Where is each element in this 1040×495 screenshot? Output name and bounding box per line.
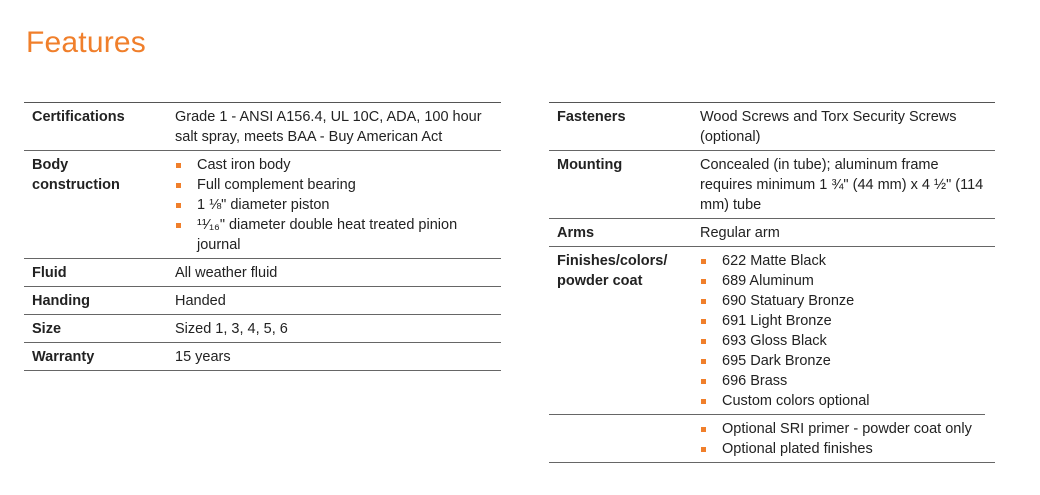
bullet-item: 693 Gloss Black: [700, 331, 985, 351]
feature-value: Wood Screws and Torx Security Screws (optional): [700, 109, 957, 145]
feature-label: Finishes/colors/ powder coat: [557, 253, 668, 289]
bullet-item: 695 Dark Bronze: [700, 351, 985, 371]
feature-value: Grade 1 - ANSI A156.4, UL 10C, ADA, 100 hour salt spray, meets BAA - Buy American Act: [175, 109, 482, 145]
bullet-item: 691 Light Bronze: [700, 311, 985, 331]
feature-value: [700, 251, 995, 459]
feature-row: [24, 151, 501, 259]
feature-value: [175, 155, 501, 255]
feature-row: [24, 315, 501, 343]
features-table-left: [24, 102, 501, 371]
feature-label: Warranty: [32, 349, 95, 365]
features-table-right: [549, 102, 995, 463]
bullet-item: Custom colors optional: [700, 391, 985, 411]
feature-label: Handing: [32, 293, 90, 309]
feature-row: [24, 259, 501, 287]
feature-value: Sized 1, 3, 4, 5, 6: [175, 321, 288, 337]
feature-row: [549, 219, 995, 247]
bullet-item: Full complement bearing: [175, 175, 491, 195]
feature-row: [24, 287, 501, 315]
feature-value: Regular arm: [700, 225, 780, 241]
page-title: Features: [26, 26, 146, 59]
feature-label: Fluid: [32, 265, 67, 281]
feature-label: Certifications: [32, 109, 125, 125]
feature-row: [24, 343, 501, 371]
bullet-item: 689 Aluminum: [700, 271, 985, 291]
bullet-item: 690 Statuary Bronze: [700, 291, 985, 311]
bullet-item: Optional plated finishes: [700, 439, 985, 459]
feature-label: Fasteners: [557, 109, 626, 125]
bullet-item: Cast iron body: [175, 155, 491, 175]
feature-label: Body construction: [32, 157, 120, 193]
bullet-item: 622 Matte Black: [700, 251, 985, 271]
feature-value: 15 years: [175, 349, 231, 365]
feature-value: Handed: [175, 293, 226, 309]
feature-label: Mounting: [557, 157, 623, 173]
feature-label: Size: [32, 321, 62, 337]
bullet-item: 696 Brass: [700, 371, 985, 391]
feature-row: [549, 247, 995, 463]
feature-label: Arms: [557, 225, 595, 241]
bullet-item: Optional SRI primer - powder coat only: [700, 419, 985, 439]
feature-row: [24, 103, 501, 151]
feature-value: Concealed (in tube); aluminum frame requires minimum 1 ¾" (44 mm) x 4 ½" (114 mm) tube: [700, 157, 984, 213]
feature-row: [549, 103, 995, 151]
feature-row: [549, 151, 995, 219]
bullet-item: 1 ⅛" diameter piston: [175, 195, 491, 215]
feature-value: All weather fluid: [175, 265, 278, 281]
bullet-item: ¹¹⁄₁₆" diameter double heat treated pinion journal: [175, 215, 491, 255]
